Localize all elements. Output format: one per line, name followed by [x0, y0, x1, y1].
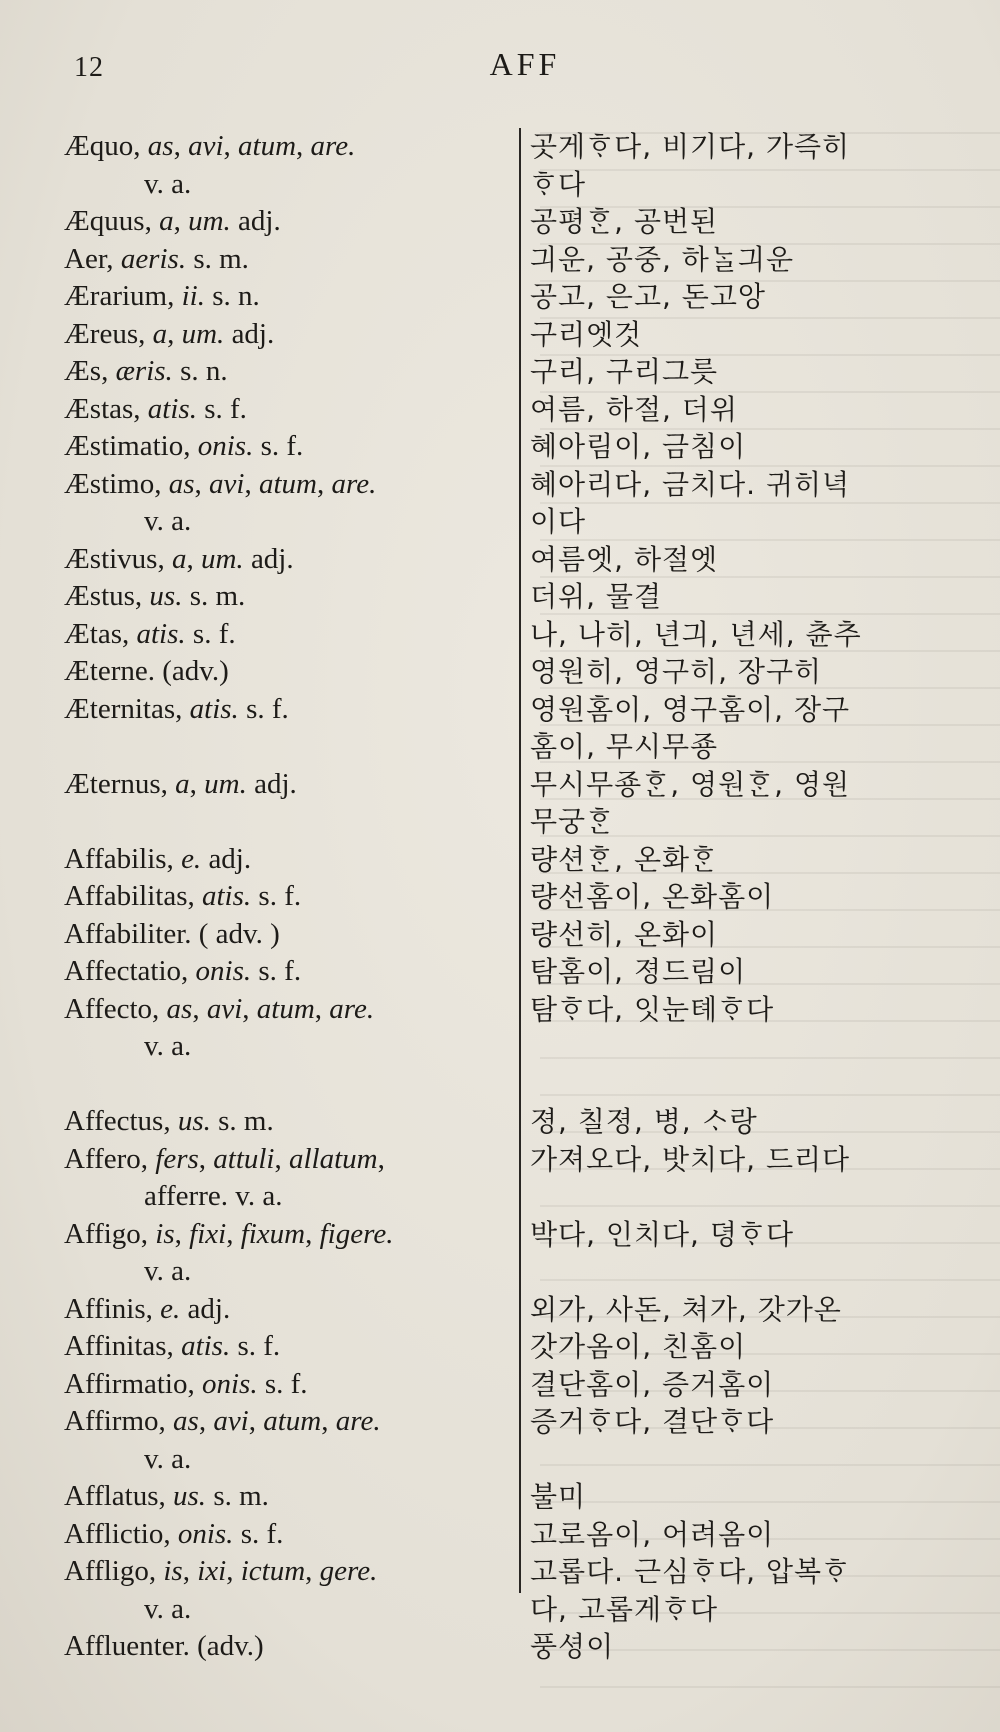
latin-headword-line: Æternitas, atis. s. f.	[64, 692, 289, 725]
latin-entry	[64, 203, 514, 241]
latin-entry	[64, 316, 514, 354]
korean-gloss-line: 량선히, 온화이	[530, 917, 719, 951]
latin-headword-line: Affigo, is, fixi, fixum, figere.	[64, 1217, 394, 1250]
korean-gloss-line: 무시무죵ᄒᆞᆫ, 영원ᄒᆞᆫ, 영원	[530, 767, 851, 801]
latin-entry	[64, 991, 514, 1104]
korean-gloss-line: 결단홈이, 증거홈이	[530, 1367, 775, 1401]
korean-entry	[530, 953, 980, 991]
latin-headword-line: Æstimatio, onis. s. f.	[64, 430, 304, 462]
latin-headword-line: Æstivus, a, um. adj.	[64, 542, 294, 575]
korean-gloss-line: 고로옴이, 어려옴이	[530, 1517, 775, 1551]
latin-entry	[64, 953, 514, 991]
korean-gloss-line: ᄒᆞ다	[530, 167, 587, 201]
column-divider	[519, 128, 521, 1593]
latin-column	[64, 128, 514, 1666]
latin-continuation-line	[64, 803, 514, 841]
korean-entry	[530, 1403, 980, 1478]
korean-gloss-line	[530, 1178, 980, 1216]
latin-continuation-line	[64, 728, 514, 766]
latin-headword-line: Ætas, atis. s. f.	[64, 617, 236, 650]
korean-entry	[530, 128, 980, 203]
latin-continuation-line: v. a.	[144, 505, 192, 537]
korean-gloss-line	[530, 1441, 980, 1479]
latin-headword-line: Afflatus, us. s. m.	[64, 1480, 269, 1512]
korean-entry	[530, 841, 980, 879]
latin-entry	[64, 1478, 514, 1516]
latin-entry	[64, 916, 514, 954]
korean-gloss-line: 영원홈이, 영구홈이, 장구	[530, 692, 851, 726]
korean-gloss-line	[530, 1066, 980, 1104]
korean-entry	[530, 766, 980, 841]
latin-entry	[64, 1216, 514, 1291]
latin-headword-line: Affluenter. (adv.)	[64, 1630, 264, 1662]
latin-entry	[64, 1291, 514, 1329]
latin-headword-line: Affabilitas, atis. s. f.	[64, 880, 302, 912]
latin-headword-line: Affirmatio, onis. s. f.	[64, 1367, 308, 1400]
latin-entry	[64, 466, 514, 541]
korean-entry	[530, 1141, 980, 1216]
latin-continuation-line: v. a.	[144, 1592, 192, 1625]
latin-entry	[64, 278, 514, 316]
korean-entry	[530, 1328, 980, 1366]
korean-gloss-line: 외가, 사돈, 쳐가, 갓가온	[530, 1292, 842, 1326]
latin-headword-line: Æstimo, as, avi, atum, are.	[64, 467, 377, 500]
latin-entry	[64, 1141, 514, 1216]
latin-entry	[64, 1628, 514, 1666]
korean-gloss-line: 공고, 은고, 돈고앙	[530, 280, 766, 313]
korean-gloss-line: 곳게ᄒᆞ다, 비기다, 가즉히	[530, 130, 851, 163]
korean-gloss-line: 탐홈이, 졍드림이	[530, 955, 747, 988]
korean-gloss-line: 나, 나히, 년긔, 년세, 츈추	[530, 617, 862, 651]
korean-entry	[530, 541, 980, 579]
latin-continuation-line: v. a.	[144, 167, 192, 200]
latin-headword-line: Affero, fers, attuli, allatum,	[64, 1142, 385, 1175]
latin-entry	[64, 128, 514, 203]
latin-entry	[64, 841, 514, 879]
korean-entry	[530, 653, 980, 691]
korean-entry	[530, 241, 980, 279]
latin-headword-line: Ærarium, ii. s. n.	[64, 280, 260, 312]
latin-entry	[64, 1516, 514, 1554]
korean-entry	[530, 1628, 980, 1666]
korean-gloss-line: 갓가옴이, 친홈이	[530, 1330, 747, 1363]
korean-gloss-line: 혜아림이, 금침이	[530, 430, 747, 463]
latin-headword-line: Affabilis, e. adj.	[64, 842, 252, 875]
korean-gloss-line: 여름, 하절, 더위	[530, 392, 738, 426]
korean-entry	[530, 203, 980, 241]
latin-headword-line: Affinis, e. adj.	[64, 1292, 231, 1325]
latin-headword-line: Affecto, as, avi, atum, are.	[64, 992, 375, 1025]
latin-continuation-line: v. a.	[144, 1030, 192, 1062]
page-number: 12	[74, 52, 104, 83]
korean-entry	[530, 1216, 980, 1291]
korean-gloss-line: 공평ᄒᆞᆫ, 공번된	[530, 205, 719, 238]
korean-gloss-line: 홈이, 무시무죵	[530, 730, 719, 763]
korean-gloss-line: 혜아리다, 금치다. 귀히녁	[530, 467, 851, 501]
korean-entry	[530, 991, 980, 1104]
korean-gloss-line: 탐ᄒᆞ다, 잇눈톄ᄒᆞ다	[530, 992, 775, 1026]
latin-entry	[64, 766, 514, 841]
latin-entry	[64, 241, 514, 279]
korean-entry	[530, 428, 980, 466]
latin-headword-line: Affligo, is, ixi, ictum, gere.	[64, 1555, 378, 1587]
latin-headword-line: Æterne. (adv.)	[64, 655, 229, 687]
latin-entry	[64, 578, 514, 616]
korean-gloss-line: 불미	[530, 1480, 587, 1513]
korean-entry	[530, 616, 980, 654]
korean-gloss-line: 구리, 구리그릇	[530, 355, 719, 388]
korean-gloss-line: 박다, 인치다, 뎡ᄒᆞ다	[530, 1217, 794, 1251]
korean-gloss-line: 풍셩이	[530, 1630, 615, 1663]
latin-entry	[64, 878, 514, 916]
korean-entry	[530, 391, 980, 429]
latin-entry	[64, 1553, 514, 1628]
korean-gloss-line: 긔운, 공중, 하ᄂᆞᆯ긔운	[530, 242, 794, 276]
korean-gloss-line: 다, 고롭게ᄒᆞ다	[530, 1592, 719, 1626]
latin-continuation-line	[64, 1066, 514, 1104]
latin-headword-line: Æreus, a, um. adj.	[64, 317, 275, 350]
latin-continuation-line: afferre. v. a.	[144, 1180, 283, 1212]
korean-entry	[530, 278, 980, 316]
latin-headword-line: Affinitas, atis. s. f.	[64, 1330, 281, 1362]
korean-entry	[530, 316, 980, 354]
korean-gloss-line: 더위, 물결	[530, 580, 662, 613]
korean-gloss-line: 여름엣, 하절엣	[530, 542, 719, 576]
latin-headword-line: Affirmo, as, avi, atum, are.	[64, 1405, 381, 1437]
latin-continuation-line: v. a.	[144, 1442, 192, 1475]
latin-entry	[64, 428, 514, 466]
korean-gloss-line: 량션ᄒᆞᆫ, 온화ᄒᆞᆫ	[530, 842, 719, 876]
latin-entry	[64, 653, 514, 691]
korean-entry	[530, 353, 980, 391]
latin-headword-line: Æstus, us. s. m.	[64, 580, 246, 612]
latin-headword-line: Aer, aeris. s. m.	[64, 242, 249, 275]
korean-entry	[530, 916, 980, 954]
latin-entry	[64, 391, 514, 429]
korean-gloss-line: 증거ᄒᆞ다, 결단ᄒᆞ다	[530, 1405, 775, 1438]
korean-gloss-line	[530, 1253, 980, 1291]
latin-continuation-line: v. a.	[144, 1255, 192, 1287]
korean-entry	[530, 1478, 980, 1516]
korean-gloss-line: 무궁ᄒᆞᆫ	[530, 805, 615, 838]
korean-gloss-line: 량선홈이, 온화홈이	[530, 880, 775, 913]
korean-gloss-line: 고롭다. 근심ᄒᆞ다, 압복ᄒᆞ	[530, 1555, 851, 1588]
korean-entry	[530, 1291, 980, 1329]
korean-gloss-line: 영원히, 영구히, 장구히	[530, 655, 823, 688]
korean-entry	[530, 878, 980, 916]
latin-entry	[64, 1366, 514, 1404]
korean-gloss-line: 구리엣것	[530, 317, 643, 351]
korean-entry	[530, 1366, 980, 1404]
latin-headword-line: Afflictio, onis. s. f.	[64, 1517, 284, 1550]
latin-entry	[64, 353, 514, 391]
korean-gloss-line: 졍, 칠졍, 병, ᄉᆞ랑	[530, 1105, 758, 1138]
latin-headword-line: Æquus, a, um. adj.	[64, 205, 281, 237]
latin-entry	[64, 1328, 514, 1366]
korean-entry	[530, 691, 980, 766]
latin-headword-line: Affectatio, onis. s. f.	[64, 955, 302, 987]
korean-gloss-line: 이다	[530, 505, 587, 538]
latin-headword-line: Æs, æris. s. n.	[64, 355, 228, 387]
korean-entry	[530, 1553, 980, 1628]
latin-entry	[64, 1403, 514, 1478]
latin-headword-line: Affabiliter. ( adv. )	[64, 917, 280, 950]
korean-gloss-line: 가져오다, 밧치다, 드리다	[530, 1142, 851, 1176]
latin-headword-line: Æquo, as, avi, atum, are.	[64, 130, 356, 162]
latin-entry	[64, 541, 514, 579]
latin-entry	[64, 691, 514, 766]
korean-entry	[530, 1516, 980, 1554]
latin-entry	[64, 1103, 514, 1141]
korean-gloss-line	[530, 1028, 980, 1066]
latin-entry	[64, 616, 514, 654]
latin-headword-line: Æternus, a, um. adj.	[64, 767, 297, 800]
korean-column	[530, 128, 980, 1666]
korean-entry	[530, 466, 980, 541]
korean-entry	[530, 578, 980, 616]
latin-headword-line: Affectus, us. s. m.	[64, 1105, 274, 1137]
latin-headword-line: Æstas, atis. s. f.	[64, 392, 247, 425]
running-head: AFF	[489, 46, 561, 82]
korean-entry	[530, 1103, 980, 1141]
